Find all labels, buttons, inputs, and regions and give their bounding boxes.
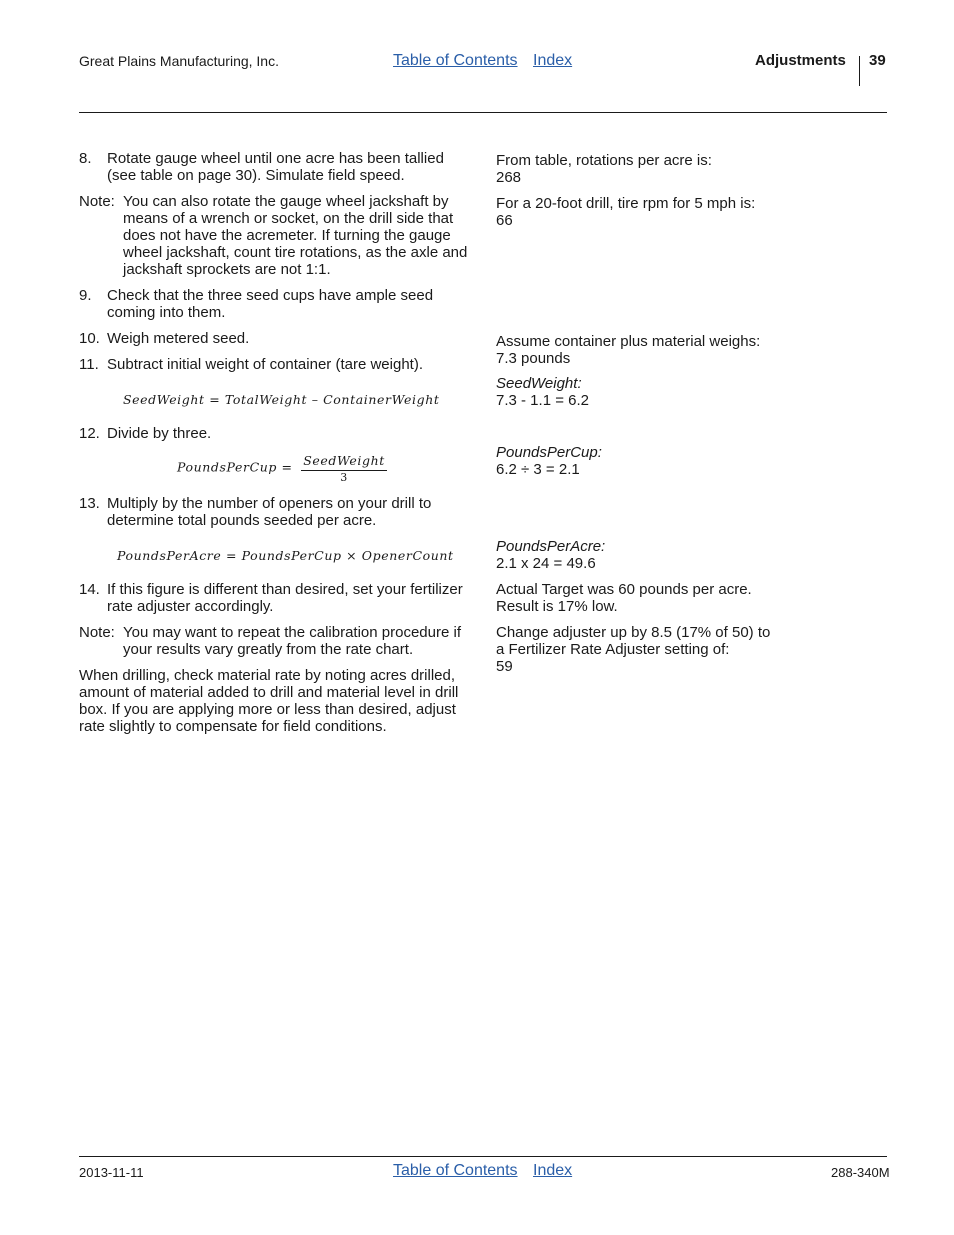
- step-number: 12.: [79, 425, 100, 442]
- fraction-numerator: SeedWeight: [301, 452, 387, 471]
- right-value: 59: [496, 658, 513, 675]
- right-value: 66: [496, 212, 513, 229]
- formula-pounds-per-acre: PoundsPerAcre = PoundsPerCup × OpenerCount: [117, 548, 454, 563]
- right-value: 6.2 ÷ 3 = 2.1: [496, 461, 580, 478]
- step-number: 11.: [79, 356, 99, 373]
- right-target-result: [496, 581, 796, 615]
- right-adjuster-setting: [496, 624, 771, 675]
- footer-toc-link[interactable]: Table of Contents: [393, 1162, 518, 1179]
- right-value: 268: [496, 169, 522, 186]
- right-label: For a 20-foot drill, tire rpm for 5 mph is:: [496, 195, 756, 212]
- step-text: Rotate gauge wheel until one acre has been tallied (see table on page 30). Simulate field speed.: [107, 150, 444, 184]
- footer-doc-number: 288-340M: [831, 1165, 890, 1180]
- right-container-weight: [496, 333, 796, 367]
- right-label: Assume container plus material weighs:: [496, 333, 761, 350]
- header-divider: [859, 56, 860, 86]
- note-label: Note:: [79, 193, 115, 210]
- fraction-denominator: 3: [340, 471, 348, 484]
- formula-seed-weight: SeedWeight = TotalWeight – ContainerWeight: [123, 392, 440, 407]
- header-index-link[interactable]: Index: [533, 52, 573, 69]
- right-pounds-per-acre: [496, 538, 796, 572]
- header-rule: [79, 112, 887, 113]
- header-page-number: 39: [869, 52, 886, 69]
- note-label: Note:: [79, 624, 115, 641]
- header-toc-link[interactable]: Table of Contents: [393, 52, 518, 69]
- step-number: 13.: [79, 495, 100, 512]
- step-text: Weigh metered seed.: [107, 330, 250, 347]
- step-number: 8.: [79, 150, 92, 167]
- right-tire-rpm: [496, 195, 796, 229]
- step-number: 9.: [79, 287, 92, 304]
- step-text: Multiply by the number of openers on your drill to determine total pounds seeded per acre.: [107, 495, 432, 529]
- closing-paragraph: When drilling, check material rate by noting acres drilled, amount of material added to drill and material level in drill box. If you are applying more or less than desired, adjust rate slightly to compensate for field conditions.: [79, 667, 459, 735]
- step-number: 14.: [79, 581, 100, 598]
- step-number: 10.: [79, 330, 100, 347]
- right-label: PoundsPerCup:: [496, 444, 602, 461]
- right-line: Result is 17% low.: [496, 598, 618, 615]
- step-text: Check that the three seed cups have ample seed coming into them.: [107, 287, 434, 321]
- note-text: You may want to repeat the calibration procedure if your results vary greatly from the rate chart.: [123, 624, 461, 658]
- formula-fraction: [301, 452, 387, 484]
- footer-date: 2013-11-11: [79, 1165, 144, 1180]
- right-text: Change adjuster up by 8.5 (17% of 50) to a Fertilizer Rate Adjuster setting of:: [496, 624, 771, 658]
- right-line: Actual Target was 60 pounds per acre.: [496, 581, 752, 598]
- footer-rule: [79, 1156, 887, 1157]
- header-company: Great Plains Manufacturing, Inc.: [79, 53, 279, 69]
- right-label: From table, rotations per acre is:: [496, 152, 712, 169]
- right-value: 2.1 x 24 = 49.6: [496, 555, 596, 572]
- header-section-title: Adjustments: [755, 52, 846, 69]
- formula-pounds-per-cup: [177, 452, 387, 484]
- step-text: Subtract initial weight of container (tare weight).: [107, 356, 423, 373]
- right-value: 7.3 pounds: [496, 350, 571, 367]
- formula-lhs: PoundsPerCup =: [177, 459, 293, 475]
- right-label: SeedWeight:: [496, 375, 582, 392]
- right-value: 7.3 - 1.1 = 6.2: [496, 392, 589, 409]
- footer-index-link[interactable]: Index: [533, 1162, 573, 1179]
- right-pounds-per-cup: [496, 444, 796, 478]
- step-text: Divide by three.: [107, 425, 212, 442]
- note-text: You can also rotate the gauge wheel jackshaft by means of a wrench or socket, on the drill side that does not have the acremeter. If turning the gauge wheel jackshaft, count tire rotations, as the axle and jackshaft sprockets are not 1:1.: [123, 193, 468, 278]
- right-rotations-per-acre: [496, 152, 796, 186]
- right-seed-weight: [496, 375, 796, 409]
- step-text: If this figure is different than desired, set your fertilizer rate adjuster accordingly.: [107, 581, 463, 615]
- right-label: PoundsPerAcre:: [496, 538, 606, 555]
